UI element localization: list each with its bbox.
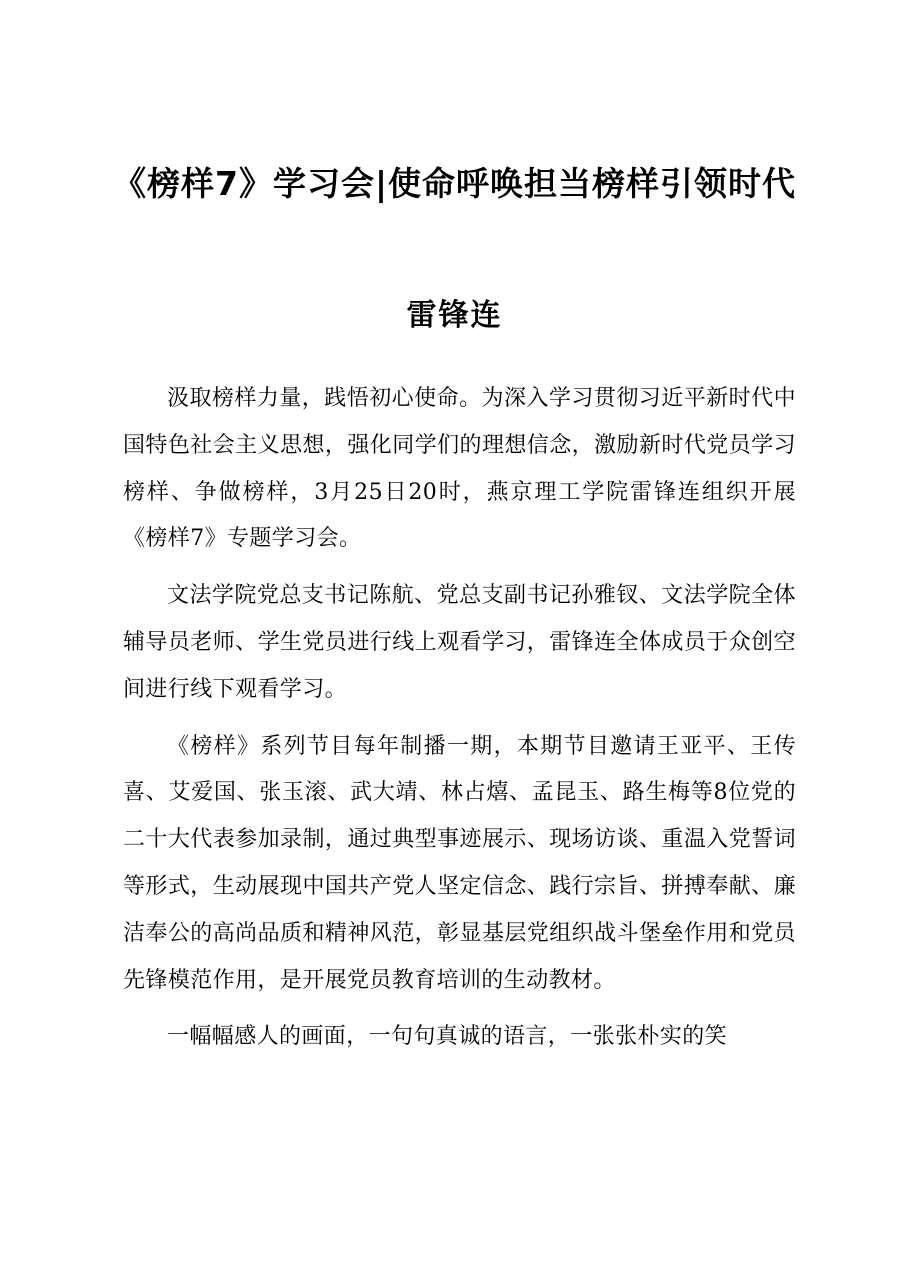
- document-body: [123, 376, 796, 1071]
- document-title: 《榜样7》学习会|使命呼唤担当榜样引领时代: [112, 164, 796, 203]
- document-author: 雷锋连: [406, 298, 503, 333]
- paragraph-2: 文法学院党总支书记陈航、党总支副书记孙雅钗、文法学院全体辅导员老师、学生党员进行线上观看学习，雷锋连全体成员于众创空间进行线下观看学习。: [123, 583, 796, 702]
- paragraph-3: 《榜样》系列节目每年制播一期，本期节目邀请王亚平、王传喜、艾爱国、张玉滚、武大靖、林占熺、孟昆玉、路生梅等8位党的二十大代表参加录制，通过典型事迹展示、现场访谈、重温入党誓词等形式，生动展现中国共产党人坚定信念、践行宗旨、拼搏奉献、廉洁奉公的高尚品质和精神风范，彰显基层党组织战斗堡垒作用和党员先锋模范作用，是开展党员教育培训的生动教材。: [123, 733, 796, 993]
- paragraph-4: 一幅幅感人的画面，一句句真诚的语言，一张张朴实的笑: [167, 1024, 728, 1050]
- paragraph-1: 汲取榜样力量，践悟初心使命。为深入学习贯彻习近平新时代中国特色社会主义思想，强化同学们的理想信念，激励新时代党员学习榜样、争做榜样，3月25日20时，燕京理工学院雷锋连组织开展《榜样7》专题学习会。: [123, 386, 796, 552]
